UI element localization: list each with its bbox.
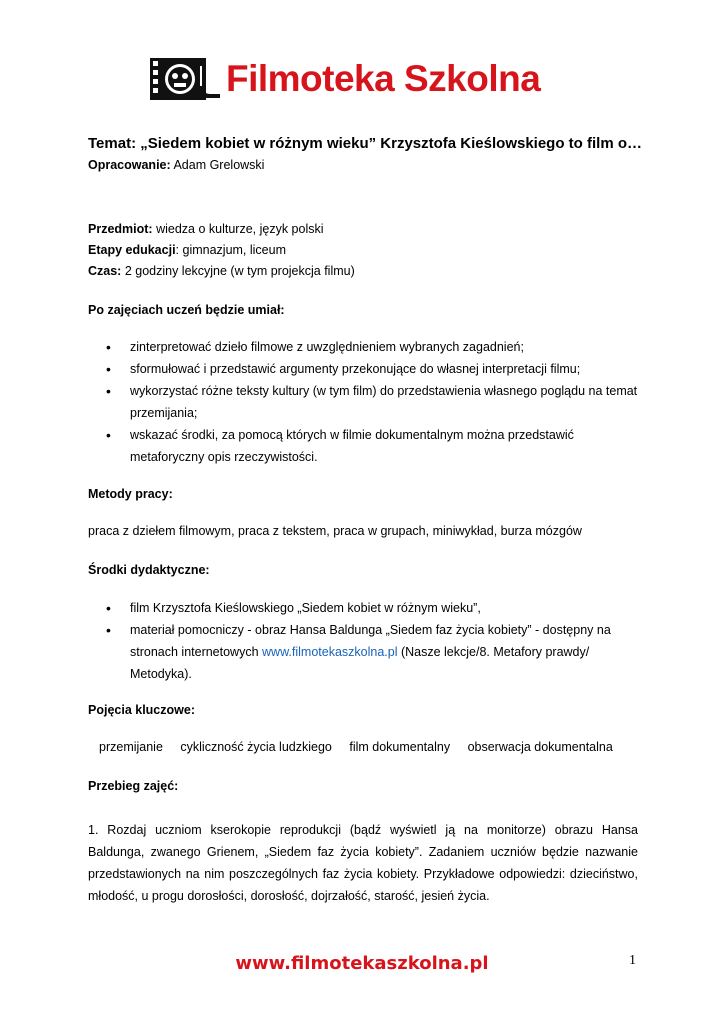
info-label: Etapy edukacji (88, 243, 176, 257)
concept-item: obserwacja dokumentalna (467, 740, 613, 754)
author-label: Opracowanie: (88, 158, 171, 172)
methods-heading: Metody pracy: (88, 487, 173, 501)
author-value: Adam Grelowski (170, 158, 265, 172)
list-item: • wskazać środki, za pomocą których w filmie dokumentalnym można przedstawić metaforyczny opis rzeczywistości. (88, 424, 648, 468)
course-heading: Przebieg zajęć: (88, 779, 179, 793)
concept-item: film dokumentalny (349, 740, 451, 754)
author-line (88, 158, 264, 172)
info-value: wiedza o kulturze, język polski (152, 222, 324, 236)
page-title: Temat: „Siedem kobiet w różnym wieku” Krzysztofa Kieślowskiego to film o… (88, 135, 642, 152)
list-item (88, 619, 648, 685)
film-reel-icon (150, 58, 222, 100)
list-item: • sformułować i przedstawić argumenty przekonujące do własnej interpretacji filmu; (88, 358, 648, 380)
filmoteka-link[interactable]: www.filmotekaszkolna.pl (262, 645, 398, 659)
concept-item: cykliczność życia ludzkiego (180, 740, 332, 754)
objectives-heading: Po zajęciach uczeń będzie umiał: (88, 303, 285, 317)
concept-item: przemijanie (99, 740, 163, 754)
footer-url: www.filmotekaszkolna.pl (235, 953, 489, 974)
list-item: • film Krzysztofa Kieślowskiego „Siedem kobiet w różnym wieku”, (88, 597, 648, 619)
resources-list (88, 597, 648, 685)
concepts-heading: Pojęcia kluczowe: (88, 703, 195, 717)
info-value: : gimnazjum, liceum (175, 243, 286, 257)
info-time (88, 264, 355, 278)
resource-text: (Nasze lekcje/8. Metafory prawdy/ Metodyka). (130, 645, 590, 681)
concepts-list (99, 740, 627, 754)
info-label: Czas: (88, 264, 122, 278)
logo-wordmark: Filmoteka Szkolna (226, 58, 541, 99)
list-item: • zinterpretować dzieło filmowe z uwzględnieniem wybranych zagadnień; (88, 336, 648, 358)
resource-text: materiał pomocniczy - obraz Hansa Baldunga „Siedem faz życia kobiety” - dostępny na stronach internetowych (130, 623, 611, 659)
page-number: 1 (629, 953, 636, 968)
resources-heading: Środki dydaktyczne: (88, 563, 210, 577)
course-paragraph: 1. Rozdaj uczniom kserokopie reprodukcji (bądź wyświetl ją na monitorze) obrazu Hansa Baldunga, zwanego Grienem, „Siedem faz życia kobiety”. Zadaniem uczniów będzie nazwanie przedstawionych na nim poszczególnych faz życia kobiety. Przykładowe odpowiedzi: dzieciństwo, młodość, u progu dorosłości, dorosłość, dojrzałość, starość, jesień życia. (88, 823, 638, 903)
info-stages (88, 243, 286, 257)
info-subject (88, 222, 324, 236)
objectives-list (88, 336, 648, 468)
list-item: • wykorzystać różne teksty kultury (w tym film) do przedstawienia własnego poglądu na temat przemijania; (88, 380, 648, 424)
info-value: 2 godziny lekcyjne (w tym projekcja filmu) (121, 264, 355, 278)
methods-text: praca z dziełem filmowym, praca z tekstem, praca w grupach, miniwykład, burza mózgów (88, 524, 582, 538)
info-label: Przedmiot: (88, 222, 153, 236)
filmoteka-logo (150, 52, 575, 106)
